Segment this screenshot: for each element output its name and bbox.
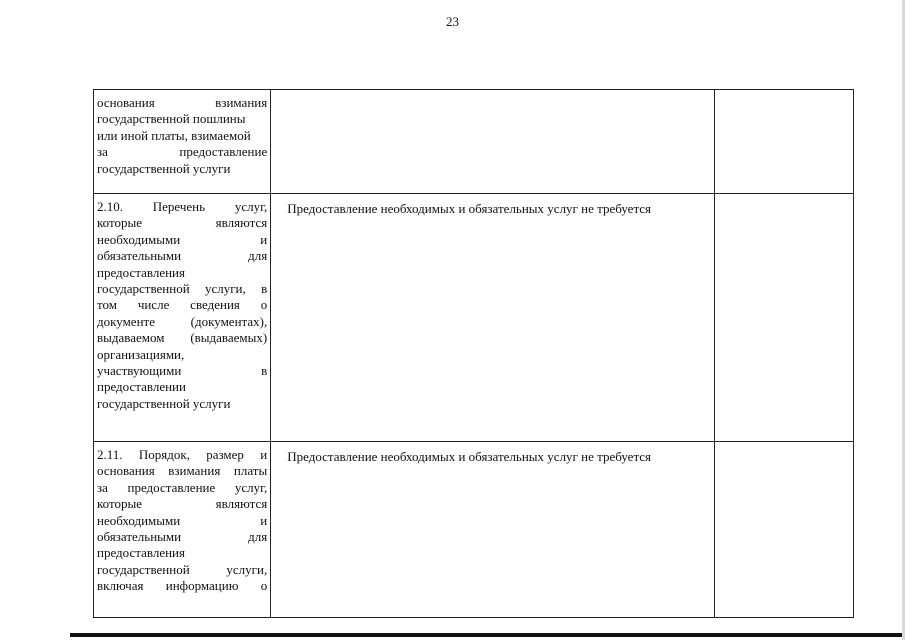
row-label-line: которые являются xyxy=(97,496,268,512)
row-label-line: 2.10. Перечень услуг, xyxy=(97,199,268,214)
row-label-line: предоставления xyxy=(97,264,185,280)
table-row xyxy=(94,90,854,194)
row-label-line: предоставлении xyxy=(97,379,186,395)
row-note-cell xyxy=(714,90,853,194)
page-number: 23 xyxy=(446,14,459,29)
row-label-line: организациями, xyxy=(97,346,185,362)
row-label-line: 2.11. Порядок, размер и xyxy=(97,447,268,462)
row-label-line: основания взимания xyxy=(97,95,268,110)
row-label-cell xyxy=(94,442,271,618)
row-label-line: включая информацию о xyxy=(97,578,268,594)
row-label-line: необходимыми и xyxy=(97,512,268,528)
requirements-table xyxy=(93,89,854,618)
row-label-line: основания взимания платы xyxy=(97,463,268,479)
table-row xyxy=(94,442,854,618)
row-label-cell xyxy=(94,90,271,194)
row-label-line: обязательными для xyxy=(97,248,268,264)
row-label-line: государственной услуги, xyxy=(97,561,268,577)
page-bottom-rule xyxy=(70,633,905,637)
row-content-cell: Предоставление необходимых и обязательных услуг не требуется xyxy=(271,194,715,442)
row-label-line: том числе сведения о xyxy=(97,297,268,313)
row-label-line: государственной услуги, в xyxy=(97,281,268,297)
row-label-line: выдаваемом (выдаваемых) xyxy=(97,330,268,346)
row-label-line: документе (документах), xyxy=(97,313,268,329)
row-label-line: государственной услуги xyxy=(97,160,231,176)
row-label-line: участвующими в xyxy=(97,363,268,379)
row-label-line: или иной платы, взимаемой xyxy=(97,127,251,143)
row-label-line: за предоставление услуг, xyxy=(97,479,268,495)
row-label-line: за предоставление xyxy=(97,144,268,160)
row-label-line: которые являются xyxy=(97,215,268,231)
table-row xyxy=(94,194,854,442)
row-content-cell: Предоставление необходимых и обязательных услуг не требуется xyxy=(271,442,715,618)
row-label-line: предоставления xyxy=(97,545,185,561)
row-note-cell xyxy=(714,194,853,442)
row-label-line: государственной пошлины xyxy=(97,111,246,127)
row-label-line: необходимыми и xyxy=(97,231,268,247)
row-label-line: государственной услуги xyxy=(97,395,231,411)
row-label-cell xyxy=(94,194,271,442)
row-label-line: обязательными для xyxy=(97,529,268,545)
row-content-cell xyxy=(271,90,715,194)
row-note-cell xyxy=(714,442,853,618)
